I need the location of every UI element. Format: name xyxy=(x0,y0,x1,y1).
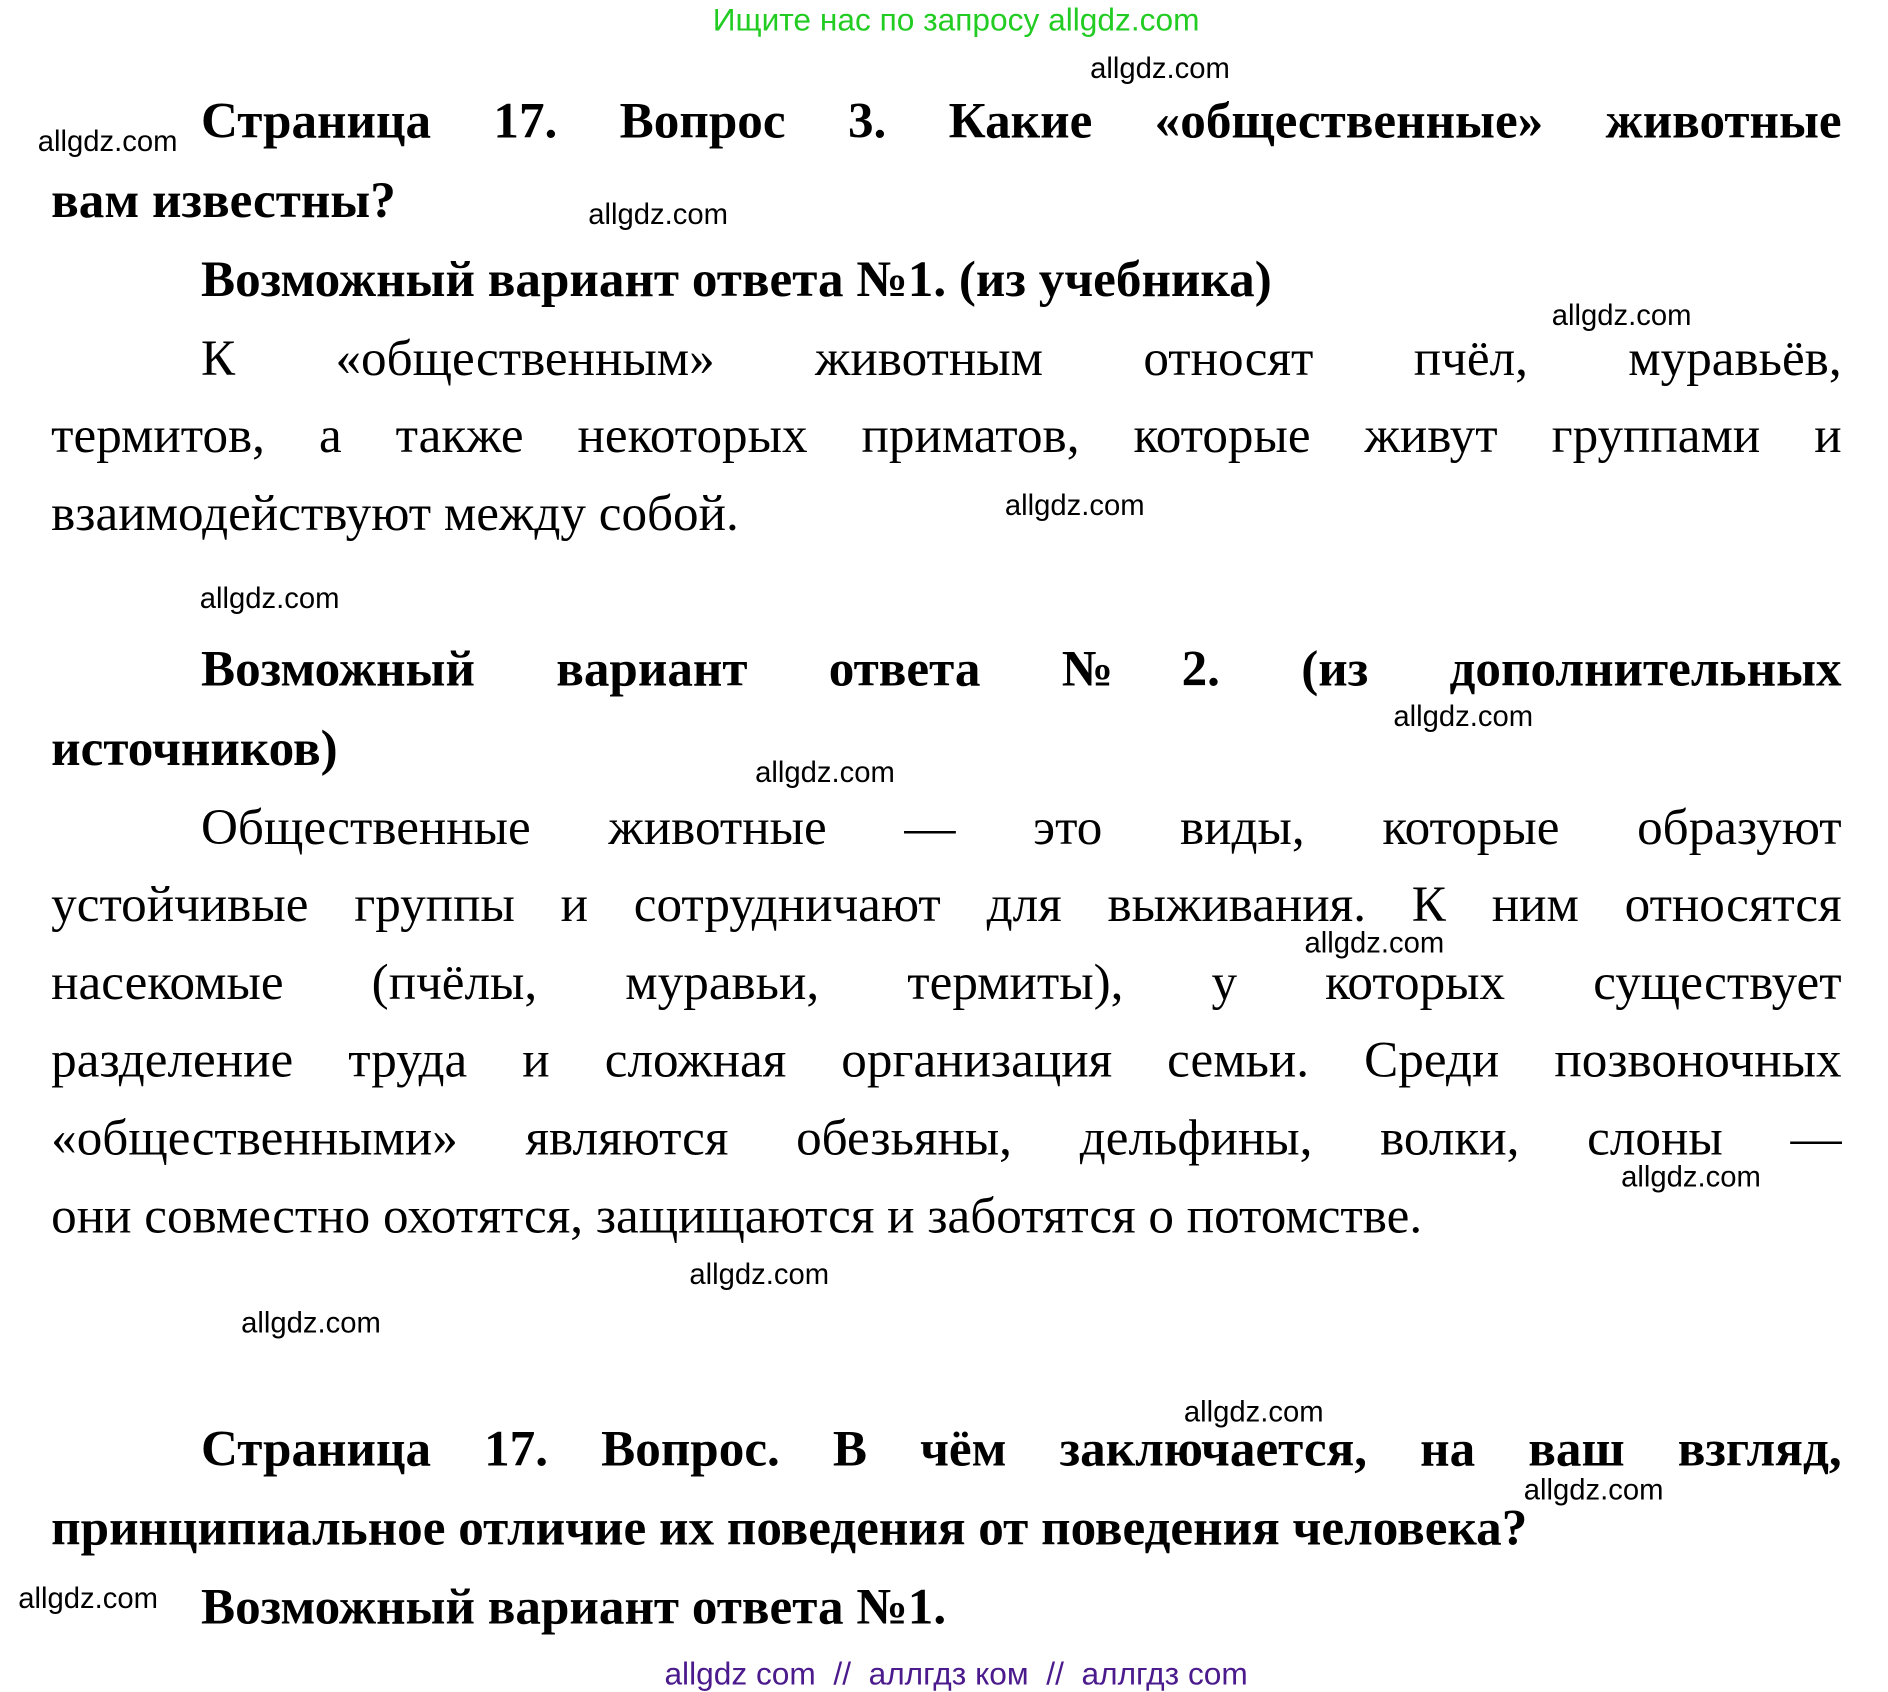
watermark: allgdz.com xyxy=(1090,52,1230,86)
answer-2-text: устойчивые группы и сотрудничают для выживания. К ним относятся xyxy=(51,876,1842,933)
question-2-answer-title: Возможный вариант ответа №1. xyxy=(200,1579,947,1636)
answer-2-text: насекомые (пчёлы, муравьи, термиты), у которых существует xyxy=(51,954,1842,1011)
watermark: allgdz.com xyxy=(1304,926,1445,960)
watermark: allgdz.com xyxy=(199,582,340,616)
answer-2-title-cont: источников) xyxy=(51,721,338,778)
watermark: allgdz.com xyxy=(1183,1395,1324,1429)
watermark: allgdz.com xyxy=(1551,299,1692,333)
question-1-heading-cont: вам известны? xyxy=(51,172,396,229)
watermark: allgdz.com xyxy=(241,1306,381,1340)
watermark: allgdz.com xyxy=(1393,700,1534,734)
answer-2-text: Общественные животные — это виды, которые образуют xyxy=(200,800,1842,857)
watermark: allgdz.com xyxy=(18,1582,158,1616)
watermark: allgdz.com xyxy=(37,125,178,159)
watermark: allgdz.com xyxy=(689,1258,830,1292)
answer-2-title: Возможный вариант ответа №2. (из дополнительных xyxy=(200,641,1842,698)
question-1-heading: Страница 17. Вопрос 3. Какие «общественные» животные xyxy=(200,93,1842,150)
answer-1-text: взаимодействуют между собой. xyxy=(51,485,739,543)
answer-1-text: термитов, а также некоторых приматов, которые живут группами и xyxy=(51,408,1842,465)
answer-2-text: «общественными» являются обезьяны, дельфины, волки, слоны — xyxy=(51,1110,1842,1167)
header-banner: Ищите нас по запросу allgdz.com xyxy=(712,1,1200,38)
question-2-heading: Страница 17. Вопрос. В чём заключается, на ваш взгляд, xyxy=(200,1421,1842,1478)
answer-1-title: Возможный вариант ответа №1. (из учебника) xyxy=(200,252,1272,309)
watermark: allgdz.com xyxy=(1523,1473,1664,1507)
watermark: allgdz.com xyxy=(1004,489,1145,523)
watermark: allgdz.com xyxy=(755,756,895,790)
answer-2-text: разделение труда и сложная организация семьи. Среди позвоночных xyxy=(51,1032,1842,1089)
footer-banner: allgdz com // аллгдз ком // аллгдз com xyxy=(664,1655,1248,1692)
watermark: allgdz.com xyxy=(588,198,729,232)
watermark: allgdz.com xyxy=(1621,1160,1761,1194)
answer-1-text: К «общественным» животным относят пчёл, муравьёв, xyxy=(200,331,1842,388)
question-2-heading-cont: принципиальное отличие их поведения от поведения человека? xyxy=(51,1500,1528,1557)
answer-2-text: они совместно охотятся, защищаются и заботятся о потомстве. xyxy=(51,1188,1423,1245)
